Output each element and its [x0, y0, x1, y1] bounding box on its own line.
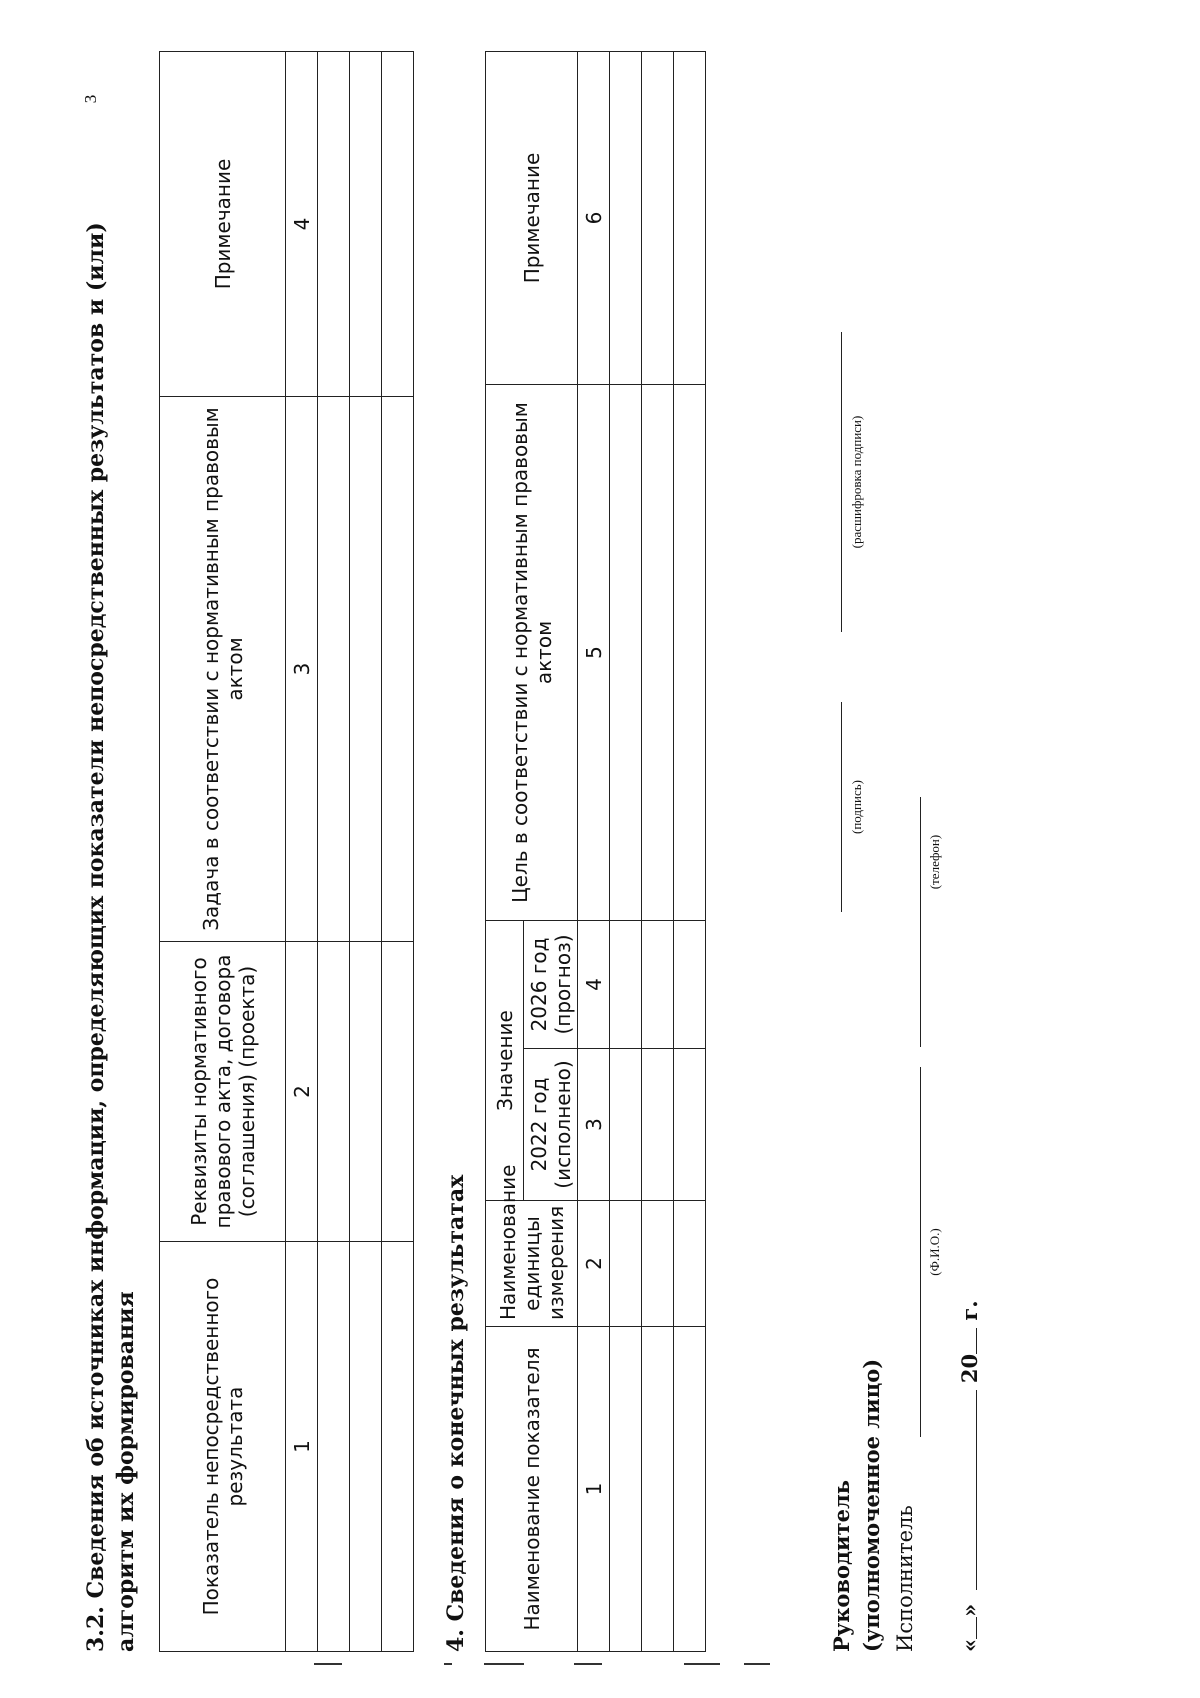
- scan-mark: [314, 1663, 342, 1665]
- signature-line[interactable]: [841, 702, 842, 912]
- table-row: [610, 52, 642, 1652]
- table-row: [674, 52, 706, 1652]
- executor-label: Исполнитель: [893, 1505, 917, 1652]
- results-table-number-row: [578, 52, 610, 1652]
- head-label-line2: (уполномоченное лицо): [859, 1358, 884, 1652]
- head-label-line1: Руководитель: [829, 1479, 854, 1652]
- executor-name-line[interactable]: [920, 1067, 921, 1437]
- results-col-unit: Наименование единицы измерения: [486, 1201, 578, 1327]
- signature-decode-line[interactable]: [841, 332, 842, 632]
- sources-col-requisites: Реквизиты нормативного правового акта, договора (соглашения) (проекта): [160, 942, 286, 1242]
- results-num-5: 5: [578, 385, 610, 921]
- date-year-prefix: 20: [957, 1353, 982, 1384]
- results-num-2: 2: [578, 1201, 610, 1327]
- results-num-4: 4: [578, 921, 610, 1049]
- sources-num-2: 2: [286, 942, 318, 1242]
- results-col-value-2022: 2022 год (исполнено): [524, 1049, 578, 1201]
- results-num-3: 3: [578, 1049, 610, 1201]
- table-row: [642, 52, 674, 1652]
- scan-mark: [574, 1663, 602, 1665]
- date-open-quote: «: [957, 1638, 982, 1652]
- sources-num-4: 4: [286, 52, 318, 397]
- sources-table: [159, 51, 414, 1652]
- table-row: [318, 52, 350, 1652]
- section-3-2-heading-line2: алгоритм их формирования: [113, 1291, 139, 1652]
- page-number: 3: [81, 94, 100, 104]
- scan-mark: [744, 1663, 770, 1665]
- date-line: [957, 1300, 982, 1652]
- sources-num-1: 1: [286, 1242, 318, 1652]
- section-4-heading: 4. Сведения о конечных результатах: [443, 1174, 469, 1652]
- results-col-value: Значение: [486, 921, 524, 1201]
- sources-col-note: Примечание: [160, 52, 286, 397]
- table-row: [382, 52, 414, 1652]
- date-year-blank[interactable]: [976, 1328, 977, 1354]
- decode-caption: (расшифровка подписи): [849, 415, 864, 549]
- results-table: [485, 51, 706, 1652]
- table-row: [350, 52, 382, 1652]
- signature-caption: (подпись): [849, 780, 864, 834]
- scan-mark: [444, 1663, 452, 1665]
- sources-num-3: 3: [286, 397, 318, 942]
- date-year-suffix: г.: [957, 1300, 982, 1321]
- scan-mark: [684, 1663, 720, 1665]
- scan-mark: [484, 1663, 524, 1665]
- results-col-note: Примечание: [486, 52, 578, 385]
- date-day-blank[interactable]: [976, 1617, 977, 1639]
- sources-col-task: Задача в соответствии с нормативным правовым актом: [160, 397, 286, 942]
- results-num-6: 6: [578, 52, 610, 385]
- sources-col-indicator: Показатель непосредственного результата: [160, 1242, 286, 1652]
- section-3-2-heading-line1: 3.2. Сведения об источниках информации, определяющих показатели непосредственных результатов и (или): [83, 222, 109, 1652]
- executor-phone-line[interactable]: [920, 797, 921, 1047]
- rotated-page: [45, 52, 1145, 1652]
- date-month-blank[interactable]: [976, 1390, 977, 1590]
- date-close-quote: »: [957, 1603, 982, 1617]
- fio-caption: (Ф.И.О.): [927, 1228, 942, 1276]
- results-num-1: 1: [578, 1327, 610, 1652]
- sources-table-number-row: [286, 52, 318, 1652]
- results-col-goal: Цель в соответствии с нормативным правовым актом: [486, 385, 578, 921]
- head-label: [827, 1359, 887, 1652]
- results-col-indicator: Наименование показателя: [486, 1327, 578, 1652]
- results-col-value-2026: 2026 год (прогноз): [524, 921, 578, 1049]
- sources-table-header-row: [160, 52, 286, 1652]
- phone-caption: (телефон): [927, 834, 942, 890]
- section-3-2-heading: [81, 92, 141, 1652]
